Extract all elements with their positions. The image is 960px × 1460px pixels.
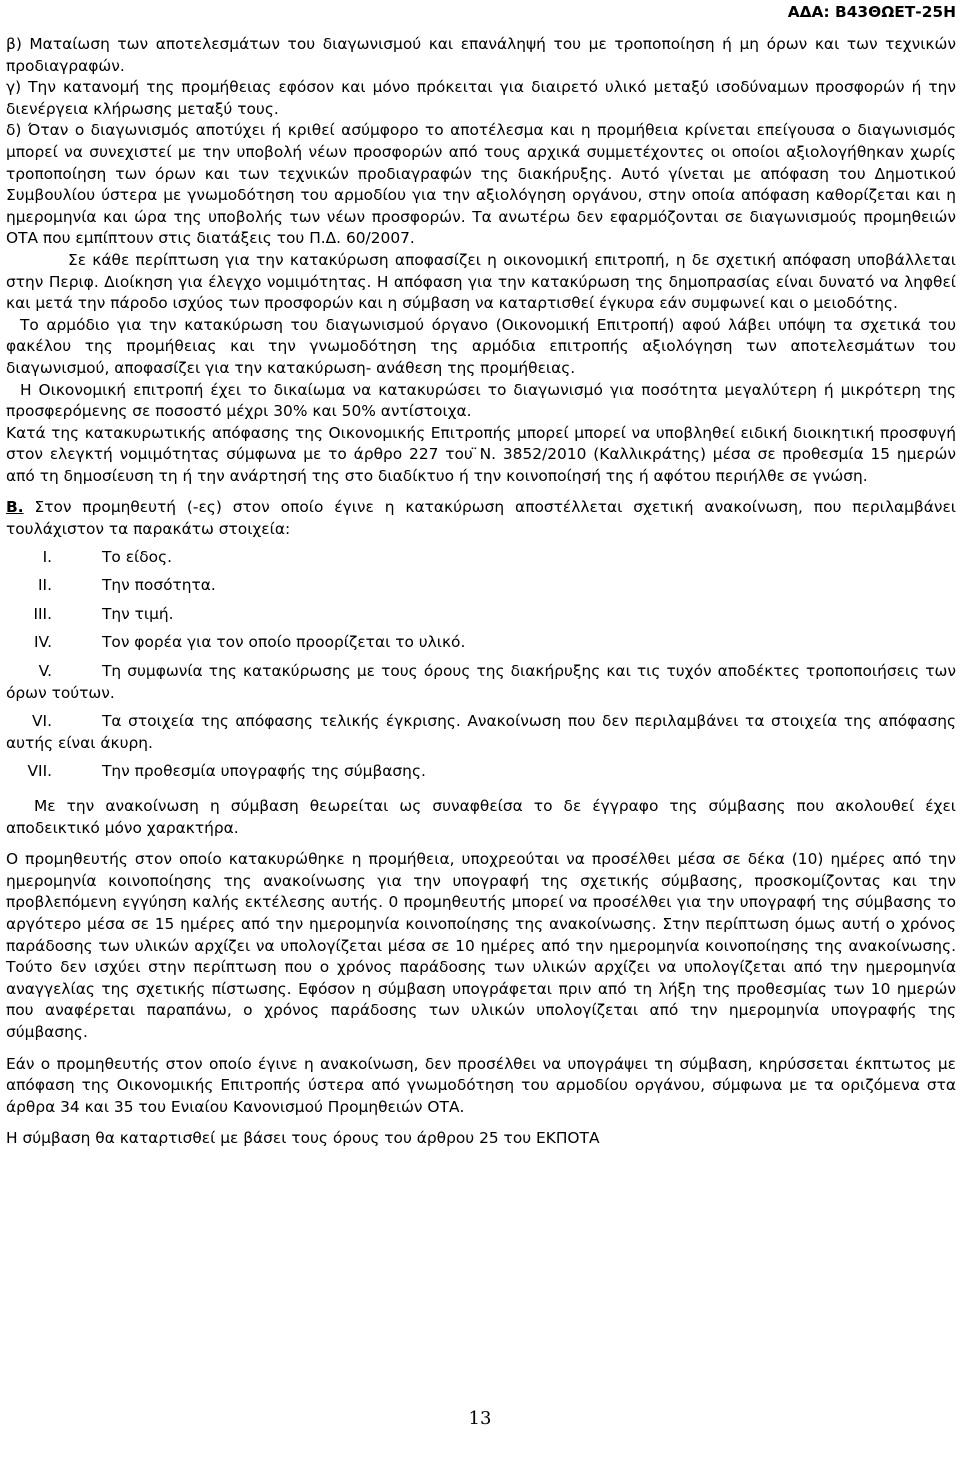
paragraph-dikaioma: Η Οικονομική επιτροπή έχει το δικαίωμα να κατακυρώσει το διαγωνισμό για ποσότητα μεγαλύτερη ή μικρότερη της προσφερόμενης σε ποσοστό μέχρι 30% και 50% αντίστοιχα. [6, 380, 956, 421]
list-item [6, 632, 956, 654]
paragraph-ekpota: Η σύμβαση θα καταρτισθεί με βάσει τους όρους του άρθρου 25 του ΕΚΠΟΤΑ [6, 1129, 600, 1148]
paragraph-delta: δ) Όταν ο διαγωνισμός αποτύχει ή κριθεί ασύμφορο το αποτέλεσμα και η προμήθεια κρίνεται επείγουσα ο διαγωνισμός μπορεί να συνεχιστεί με την υποβολή νέων προσφορών από τους αρχικά συμμετέχοντες οι οποίοι αξιολογήθηκαν χωρίς τροποποίηση των όρων και των τεχνικών προδιαγραφών της διακήρυξης. Αυτό γίνεται με απόφαση του Δημοτικού Συμβουλίου ύστερα με γνωμοδότηση του αρμοδίου για την αξιολόγηση οργάνου, στην οποία απόφαση καθορίζεται και η ημερομηνία και ώρα της υποβολής των νέων προσφορών. Τα ανωτέρω δεν εφαρμόζονται σε διαγωνισμούς προμηθειών ΟΤΑ που εμπίπτουν στις διατάξεις του Π.Δ. 60/2007. [6, 121, 956, 248]
list-item-text: Την τιμή. [102, 604, 174, 623]
ada-code: ΑΔΑ: Β43ΘΩΕΤ-25Η [787, 3, 956, 21]
paragraph-anakoinosi: Με την ανακοίνωση η σύμβαση θεωρείται ως συναφθείσα το δε έγγραφο της σύμβασης που ακολουθεί έχει αποδεικτικό μόνο χαρακτήρα. [6, 797, 956, 837]
paragraph-armodio: Το αρμόδιο για την κατακύρωση του διαγωνισμού όργανο (Οικονομική Επιτροπή) αφού λάβει υπόψη τα σχετικά του φακέλου της προμήθειας και την γνωμοδότηση της αρμόδια επιτροπής αξιολόγηση των αποτελεσμάτων του διαγωνισμού, αποφασίζει για την κατακύρωση- ανάθεση της προμήθειας. [6, 315, 956, 377]
list-item [6, 661, 956, 704]
list-item [6, 711, 956, 754]
paragraph-promitheftis: Ο προμηθευτής στον οποίο κατακυρώθηκε η προμήθεια, υποχρεούται να προσέλθει μέσα σε δέκα (10) ημέρες από την ημερομηνία κοινοποίησης της ανακοίνωσης για την υπογραφή της σχετικής σύμβασης, προσκομίζοντας και την προβλεπόμενη εγγύηση καλής εκτέλεσης αυτής. 0 προμηθευτής μπορεί να προσέλθει για την υπογραφή της σύμβασης το αργότερο μέσα σε 15 ημέρες από την ημερομηνία κοινοποίησης της ανακοίνωσης. Στην περίπτωση όμως αυτή ο χρόνος παράδοσης των υλικών αρχίζει να υπολογίζεται μέσα σε 10 ημέρες από την ημερομηνία κοινοποίησης της ανακοίνωσης. Τούτο δεν ισχύει στην περίπτωση που ο χρόνος παράδοσης των υλικών αρχίζει να υπολογίζεται από την ημερομηνία αναγγελίας της σχετικής πίστωσης. Εφόσον η σύμβαση υπογράφεται πριν από τη λήξη της προθεσμίας των 10 ημερών που αναφέρεται παραπάνω, ο χρόνος παράδοσης των υλικών υπολογίζεται από την ημερομηνία υπογραφής της σύμβασης. [6, 850, 956, 1041]
list-item-text: Την προθεσμία υπογραφής της σύμβασης. [102, 762, 426, 781]
list-item [6, 604, 956, 626]
paragraph-ekptotos: Εάν ο προμηθευτής στον οποίο έγινε η ανακοίνωση, δεν προσέλθει να υπογράψει τη σύμβαση, κηρύσσεται έκπτωτος με απόφαση της Οικονομικής Επιτροπής ύστερα από γνωμοδότηση του αρμοδίου οργάνου, σύμφωνα με τα οριζόμενα στα άρθρα 34 και 35 του Ενιαίου Κανονισμού Προμηθειών ΟΤΑ. [6, 1054, 956, 1116]
list-item-text: Τη συμφωνία της κατακύρωσης με τους όρους της διακήρυξης και τις τυχόν αποδέκτες τροποποιήσεις των όρων τούτων. [6, 662, 956, 702]
document-body [6, 34, 956, 1150]
paragraph-b-section [6, 497, 956, 540]
list-item-number: VII. [27, 762, 52, 781]
paragraph-gamma: γ) Την κατανομή της προμήθειας εφόσον και μόνο πρόκειται για διαιρετό υλικό μεταξύ ισοδύναμων προσφορών ή την διενέργεια κλήρωσης μεταξύ τους. [6, 78, 956, 118]
page-number: 13 [468, 1408, 492, 1429]
list-item-number: VI. [32, 712, 52, 731]
list-item-number: III. [33, 604, 52, 623]
list-item-number: IV. [34, 633, 52, 652]
list-item-text: Το είδος. [102, 547, 172, 566]
list-item [6, 761, 956, 783]
list-item-number: V. [38, 662, 52, 681]
paragraph-prosfygi: Κατά της κατακυρωτικής απόφασης της Οικονομικής Επιτροπής μπορεί μπορεί να υποβληθεί ειδική διοικητική προσφυγή στον ελεγκτή νομιμότητας σύμφωνα με το άρθρο 227 του ̈Ν. 3852/2010 (Καλλικράτης) μέσα σε προθεσμία 15 ημερών από τη δημοσίευση τη ή την ανάρτησή της στο διαδίκτυο ή την κοινοποίησή της ή αφότου περιήλθε σε γνώση. [6, 423, 956, 485]
section-b-label: Β. [6, 498, 24, 517]
list-item-number: I. [42, 547, 52, 566]
paragraph-kataktirosi: Σε κάθε περίπτωση για την κατακύρωση αποφασίζει η οικονομική επιτροπή, η δε σχετική απόφαση υποβάλλεται στην Περιφ. Διοίκηση για έλεγχο νομιμότητας. Η απόφαση για την κατακύρωση της δημοπρασίας είναι δυνατό να ληφθεί και μετά την πάροδο ισχύος των προσφορών και η σύμβαση να καταρτισθεί έγκυρα εάν συμφωνεί και ο μειοδότης. [6, 250, 956, 313]
list-item-number: II. [38, 576, 52, 595]
section-b-text: Στον προμηθευτή (-ες) στον οποίο έγινε η κατακύρωση αποστέλλεται σχετική ανακοίνωση, που περιλαμβάνει τουλάχιστον τα παρακάτω στοιχεία: [6, 498, 956, 539]
list-item-text: Τα στοιχεία της απόφασης τελικής έγκρισης. Ανακοίνωση που δεν περιλαμβάνει τα στοιχεία της απόφασης αυτής είναι άκυρη. [6, 712, 956, 752]
list-item-text: Την ποσότητα. [102, 576, 216, 595]
list-item [6, 547, 956, 569]
list-item-text: Τον φορέα για τον οποίο προορίζεται το υλικό. [102, 633, 466, 652]
list-item [6, 575, 956, 597]
paragraph-beta: β) Ματαίωση των αποτελεσμάτων του διαγωνισμού και επανάληψή του με τροποποίηση ή μη όρων και των τεχνικών προδιαγραφών. [6, 35, 956, 75]
elements-list [6, 547, 956, 783]
